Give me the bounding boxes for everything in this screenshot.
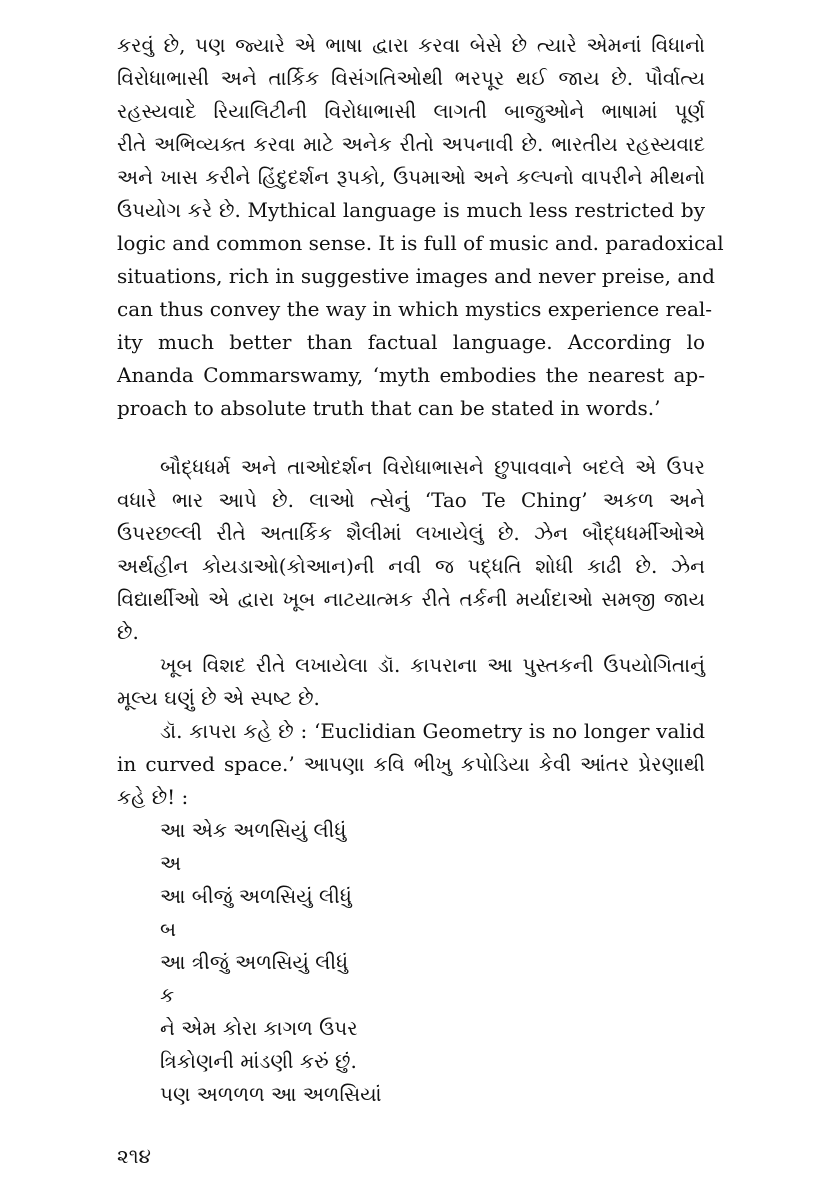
text-line: અને ખાસ કરીને હિંદુદર્શન રૂપકો, ઉપમાઓ અને કલ્પનો વાપરીને મીથનો	[117, 165, 705, 189]
text-line: વિદ્યાર્થીઓ એ દ્વારા ખૂબ નાટયાત્મક રીતે તર્કની મર્યાદાઓ સમજી જાય	[117, 587, 705, 611]
text-line: વધારે ભાર આપે છે. લાઓ ત્સેનું ‘Tao Te Ching’ અકળ અને	[117, 488, 705, 512]
text-line: રહસ્યવાદે રિયાલિટીની વિરોધાભાસી લાગતી બાજુઓને ભાષામાં પૂર્ણ	[117, 99, 705, 123]
page-number: ૨૧૪	[117, 1144, 151, 1168]
text-line: in curved space.’ આપણા કવિ ભીખુ કપોડિયા કેવી આંતર પ્રેરણાથી	[117, 752, 705, 776]
poem-line: અ	[160, 851, 182, 875]
text-line: બૌદ્ધધર્મ અને તાઓદર્શન વિરોધાભાસને છુપાવવાને બદલે એ ઉપર	[160, 455, 705, 479]
text-line: કરવું છે, પણ જ્યારે એ ભાષા દ્વારા કરવા બેસે છે ત્યારે એમનાં વિધાનો	[117, 33, 705, 57]
text-line: છે.	[117, 620, 139, 644]
text-line: proach to absolute truth that can be stated in words.’	[117, 396, 661, 420]
text-line: રીતે અભિવ્યક્ત કરવા માટે અનેક રીતો અપનાવી છે. ભારતીય રહસ્યવાદ	[117, 132, 705, 156]
text-line: can thus convey the way in which mystics experience real-	[117, 297, 713, 321]
text-line: અર્થહીન કોયડાઓ(કોઆન)ની નવી જ પદ્ધતિ શોધી કાઢી છે. ઝેન	[117, 554, 705, 578]
text-line: કહે છે! :	[117, 785, 189, 809]
text-line: ખૂબ વિશદ રીતે લખાયેલા ડૉ. કાપરાના આ પુસ્તકની ઉપયોગિતાનું	[160, 653, 705, 677]
text-line: logic and common sense. It is full of music and. paradoxical	[117, 231, 724, 255]
poem-line: ને એમ કોરા કાગળ ઉપર	[160, 1016, 358, 1040]
poem-line: પણ અળળળ આ અળસિયાં	[160, 1082, 382, 1106]
text-line: Ananda Commarswamy, ‘myth embodies the nearest ap-	[117, 363, 705, 387]
poem-line: આ ત્રીજું અળસિયું લીધું	[160, 950, 349, 974]
text-line: વિરોધાભાસી અને તાર્કિક વિસંગતિઓથી ભરપૂર થઈ જાય છે. પૌર્વાત્ય	[117, 66, 705, 90]
text-line: ity much better than factual language. According lo	[117, 330, 705, 354]
poem-line: ક	[160, 983, 175, 1007]
text-line: situations, rich in suggestive images and never preise, and	[117, 264, 715, 288]
poem-line: બ	[160, 917, 177, 941]
poem-line: આ એક અળસિયું લીધું	[160, 818, 347, 842]
poem-line: ત્રિકોણની માંડણી કરું છું.	[160, 1049, 357, 1073]
text-line: ડૉ. કાપરા કહે છે : ‘Euclidian Geometry is no longer valid	[160, 719, 705, 743]
poem-line: આ બીજું અળસિયું લીધું	[160, 884, 352, 908]
text-line: ઉપયોગ કરે છે. Mythical language is much less restricted by	[117, 198, 705, 222]
text-line: મૂલ્ય ઘણું છે એ સ્પષ્ટ છે.	[117, 686, 320, 710]
text-line: ઉપરછલ્લી રીતે અતાર્કિક શૈલીમાં લખાયેલું છે. ઝેન બૌદ્ધધર્મીઓએ	[117, 521, 705, 545]
